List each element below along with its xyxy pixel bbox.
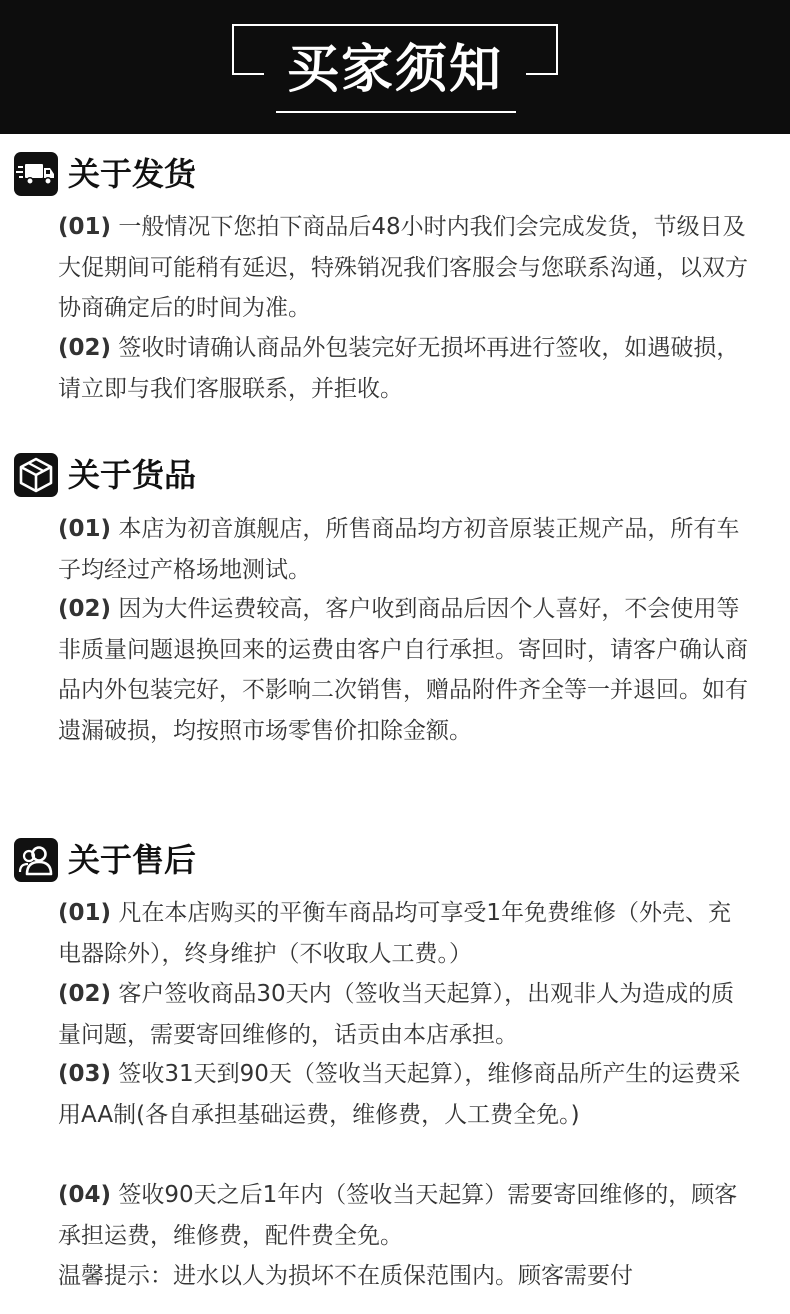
item-text: 签收90天之后1年内（签收当天起算）需要寄回维修的，顾客承担运费，维修费，配件费全免。 <box>58 1182 738 1249</box>
banner-frame-top <box>232 24 558 26</box>
item-text: 因为大件运费较高，客户收到商品后因个人喜好，不会使用等非质量问题退换回来的运费由客户自行承担。寄回时，请客户确认商品内外包装完好，不影响二次销售，赠品附件齐全等一并退回。如有遗漏破损，均按照市场零售价扣除金额。 <box>58 596 748 744</box>
goods-item-01 <box>58 509 748 590</box>
item-text: 客户签收商品30天内（签收当天起算），出观非人为造成的质量问题，需要寄回维修的，话贡由本店承担。 <box>58 981 735 1048</box>
section-title: 关于发货 <box>68 155 197 193</box>
item-number: (01) <box>58 516 112 542</box>
customer-service-icon <box>14 838 58 882</box>
banner-frame-left <box>232 24 234 75</box>
goods-item-02 <box>58 589 748 751</box>
section-title: 关于售后 <box>68 841 197 879</box>
after-sales-item-04 <box>58 1175 748 1256</box>
delivery-truck-icon <box>14 152 58 196</box>
banner-underline <box>276 111 516 113</box>
item-number: (02) <box>58 596 112 622</box>
banner-frame-right-stub <box>526 73 558 75</box>
item-text: 签收31天到90天（签收当天起算），维修商品所产生的运费采用AA制(各自承担基础运费，维修费，人工费全免。) <box>58 1061 741 1128</box>
warm-tip-note: 温馨提示：进水以人为损坏不在质保范围内。顾客需要付 <box>58 1263 633 1289</box>
header-banner <box>0 0 790 134</box>
banner-frame-right <box>556 24 558 75</box>
shipping-item-02 <box>58 328 748 409</box>
item-number: (02) <box>58 335 112 361</box>
item-text: 一般情况下您拍下商品后48小时内我们会完成发货，节级日及大促期间可能稍有延迟，特殊销况我们客服会与您联系沟通，以双方协商确定后的时间为准。 <box>58 214 748 321</box>
page-title: 买家须知 <box>286 40 503 100</box>
item-text: 签收时请确认商品外包装完好无损坏再进行签收，如遇破损，请立即与我们客服联系，并拒收。 <box>58 335 740 402</box>
section-title: 关于货品 <box>68 456 197 494</box>
after-sales-item-03 <box>58 1054 748 1135</box>
shipping-item-01 <box>58 207 748 329</box>
after-sales-item-01 <box>58 893 748 974</box>
item-number: (01) <box>58 214 112 240</box>
item-number: (02) <box>58 981 112 1007</box>
item-number: (01) <box>58 900 112 926</box>
item-text: 凡在本店购买的平衡车商品均可享受1年免费维修（外壳、充电器除外），终身维护（不收取人工费。） <box>58 900 731 967</box>
item-number: (04) <box>58 1182 112 1208</box>
item-text: 本店为初音旗舰店，所售商品均方初音原装正规产品，所有车子均经过产格场地测试。 <box>58 516 740 583</box>
package-box-icon <box>14 453 58 497</box>
banner-frame-left-stub <box>232 73 264 75</box>
after-sales-item-02 <box>58 974 748 1055</box>
item-number: (03) <box>58 1061 112 1087</box>
